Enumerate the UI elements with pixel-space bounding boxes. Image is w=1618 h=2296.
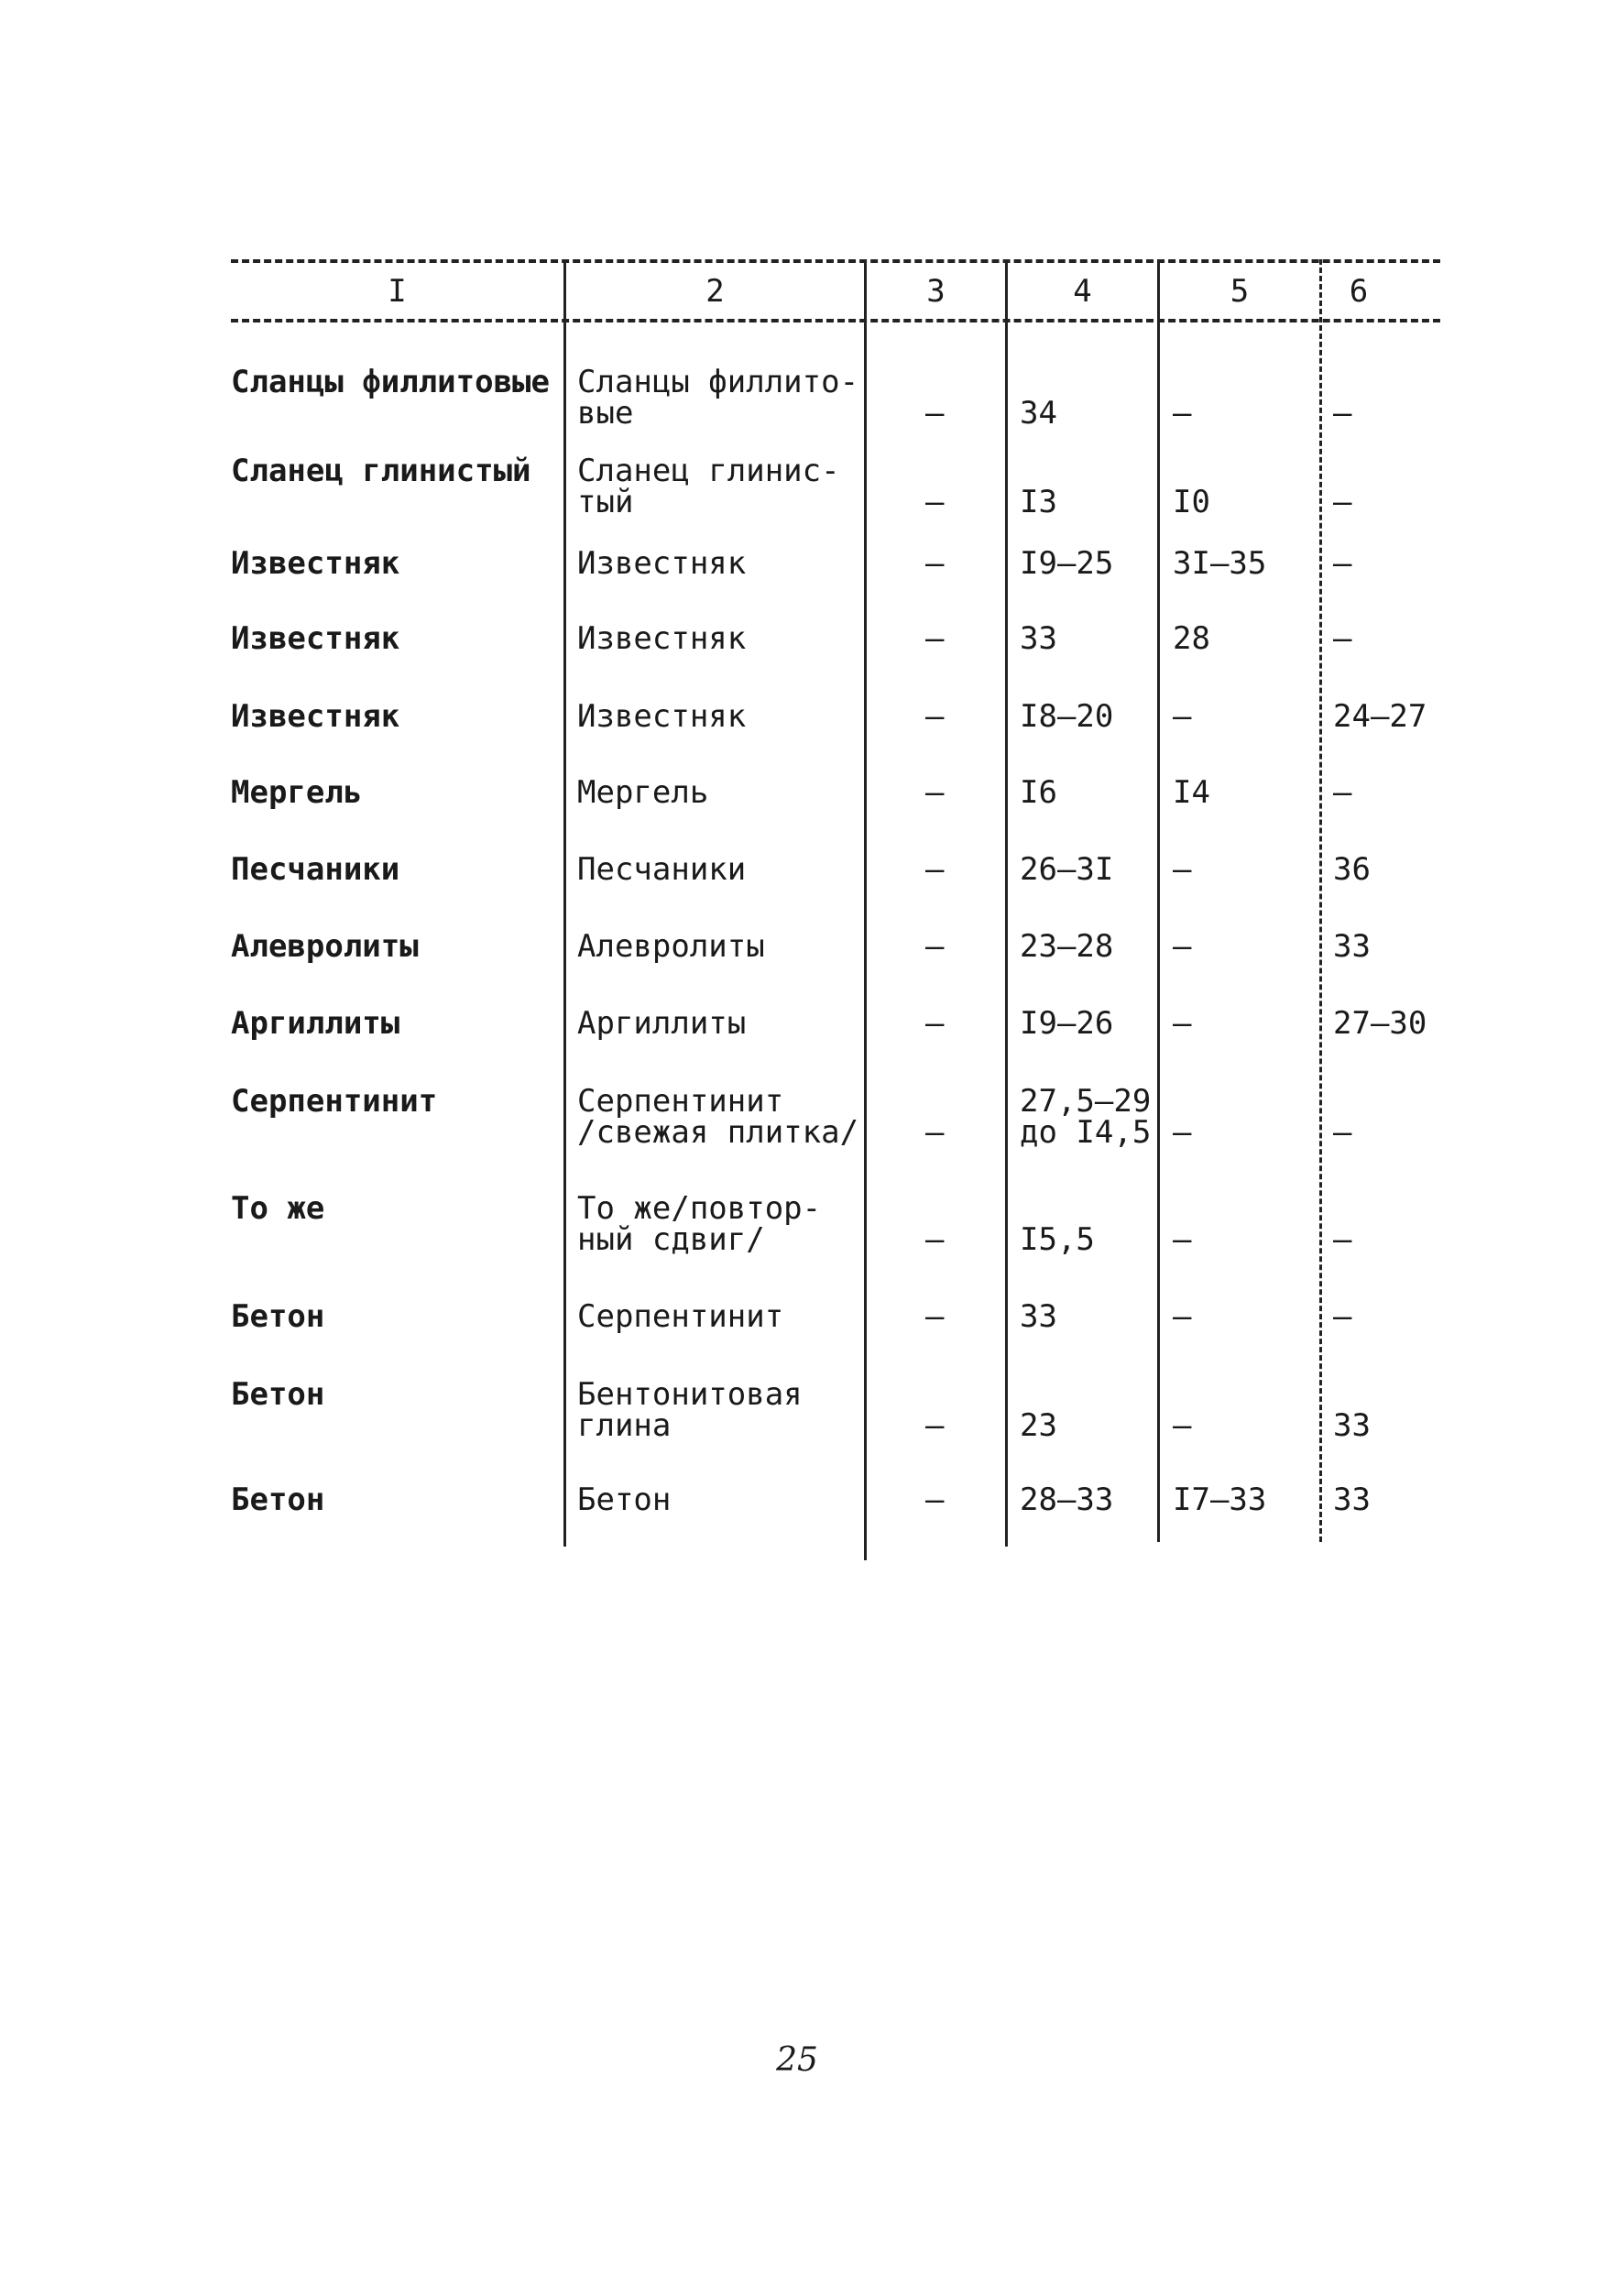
table-cell-c6: 24–27 bbox=[1333, 698, 1427, 735]
table-cell-c4: 33 bbox=[1020, 1298, 1057, 1335]
table-cell-c6: – bbox=[1333, 484, 1352, 520]
table-cell-c5: – bbox=[1173, 928, 1192, 965]
table-cell-c3: – bbox=[925, 851, 945, 888]
table-cell-c2: Сланец глинис- тый bbox=[577, 453, 840, 520]
header-col-2: 2 bbox=[705, 273, 725, 310]
table-cell-c2: Известняк bbox=[577, 698, 747, 735]
table-cell-c4: I9–25 bbox=[1020, 545, 1114, 582]
table-cell-c1: Алевролиты bbox=[231, 928, 419, 965]
table-cell-c6: – bbox=[1333, 1114, 1352, 1151]
table-cell-c2: Известняк bbox=[577, 545, 747, 582]
column-rule-3 bbox=[1005, 259, 1008, 1547]
header-col-6: 6 bbox=[1349, 273, 1369, 310]
table-cell-c1: Песчаники bbox=[231, 851, 400, 888]
table-cell-c4: 27,5–29 до I4,5 bbox=[1020, 1083, 1152, 1151]
table-cell-c2: Сланцы филлито- вые bbox=[577, 364, 859, 432]
table-cell-c6: – bbox=[1333, 620, 1352, 657]
table-cell-c5: – bbox=[1173, 1005, 1192, 1042]
table-cell-c2: Серпентинит /свежая плитка/ bbox=[577, 1083, 859, 1151]
table-cell-c3: – bbox=[925, 1407, 945, 1444]
table-cell-c4: I5,5 bbox=[1020, 1221, 1095, 1258]
table-cell-c1: Серпентинит bbox=[231, 1083, 438, 1120]
table-cell-c6: – bbox=[1333, 774, 1352, 811]
table-cell-c3: – bbox=[925, 620, 945, 657]
table-cell-c5: – bbox=[1173, 698, 1192, 735]
table-cell-c2: Бентонитовая глина bbox=[577, 1376, 803, 1444]
table-cell-c2: То же/повтор- ный сдвиг/ bbox=[577, 1190, 822, 1258]
table-cell-c3: – bbox=[925, 545, 945, 582]
table-cell-c2: Бетон bbox=[577, 1481, 672, 1518]
header-col-5: 5 bbox=[1230, 273, 1250, 310]
table-cell-c6: 33 bbox=[1333, 928, 1371, 965]
table-cell-c5: – bbox=[1173, 851, 1192, 888]
header-col-4: 4 bbox=[1073, 273, 1092, 310]
column-rule-4 bbox=[1157, 259, 1160, 1542]
table-cell-c5: – bbox=[1173, 1407, 1192, 1444]
table-cell-c1: Бетон bbox=[231, 1298, 325, 1335]
column-rule-2 bbox=[864, 259, 867, 1560]
table-cell-c6: – bbox=[1333, 1298, 1352, 1335]
table-cell-c1: Бетон bbox=[231, 1376, 325, 1413]
table-cell-c2: Серпентинит bbox=[577, 1298, 784, 1335]
table-cell-c5: – bbox=[1173, 1114, 1192, 1151]
page-number: 25 bbox=[776, 2041, 818, 2079]
table-cell-c6: – bbox=[1333, 545, 1352, 582]
table-cell-c4: 34 bbox=[1020, 395, 1057, 432]
table-cell-c3: – bbox=[925, 395, 945, 432]
table-cell-c5: I4 bbox=[1173, 774, 1210, 811]
table-cell-c5: 3I–35 bbox=[1173, 545, 1267, 582]
table-cell-c5: I7–33 bbox=[1173, 1481, 1267, 1518]
table-cell-c1: То же bbox=[231, 1190, 325, 1227]
column-rule-5 bbox=[1319, 259, 1322, 1542]
table-cell-c4: I9–26 bbox=[1020, 1005, 1114, 1042]
table-cell-c1: Известняк bbox=[231, 545, 400, 582]
table-cell-c1: Мергель bbox=[231, 774, 363, 811]
table-cell-c6: 27–30 bbox=[1333, 1005, 1427, 1042]
table-cell-c3: – bbox=[925, 484, 945, 520]
table-cell-c1: Аргиллиты bbox=[231, 1005, 400, 1042]
table-cell-c6: 33 bbox=[1333, 1481, 1371, 1518]
table-cell-c4: I3 bbox=[1020, 484, 1057, 520]
table-cell-c6: – bbox=[1333, 395, 1352, 432]
table-cell-c6: 36 bbox=[1333, 851, 1371, 888]
table-cell-c3: – bbox=[925, 698, 945, 735]
table-cell-c4: 23–28 bbox=[1020, 928, 1114, 965]
table-cell-c3: – bbox=[925, 1481, 945, 1518]
table-cell-c2: Аргиллиты bbox=[577, 1005, 747, 1042]
table-cell-c2: Известняк bbox=[577, 620, 747, 657]
table-cell-c1: Известняк bbox=[231, 620, 400, 657]
table-cell-c5: – bbox=[1173, 1221, 1192, 1258]
table-cell-c2: Алевролиты bbox=[577, 928, 765, 965]
table-cell-c3: – bbox=[925, 928, 945, 965]
table-cell-c4: 23 bbox=[1020, 1407, 1057, 1444]
table-cell-c5: – bbox=[1173, 395, 1192, 432]
table-cell-c3: – bbox=[925, 1221, 945, 1258]
table-cell-c4: I8–20 bbox=[1020, 698, 1114, 735]
table-cell-c3: – bbox=[925, 774, 945, 811]
table-cell-c1: Бетон bbox=[231, 1481, 325, 1518]
table-cell-c2: Мергель bbox=[577, 774, 709, 811]
table-cell-c5: – bbox=[1173, 1298, 1192, 1335]
table-cell-c3: – bbox=[925, 1114, 945, 1151]
table-cell-c5: I0 bbox=[1173, 484, 1210, 520]
table-cell-c4: 26–3I bbox=[1020, 851, 1114, 888]
column-rule-1 bbox=[563, 259, 566, 1547]
table-cell-c4: 33 bbox=[1020, 620, 1057, 657]
header-col-1: I bbox=[388, 273, 407, 310]
table-cell-c6: – bbox=[1333, 1221, 1352, 1258]
table-cell-c6: 33 bbox=[1333, 1407, 1371, 1444]
table-cell-c3: – bbox=[925, 1005, 945, 1042]
table-cell-c1: Известняк bbox=[231, 698, 400, 735]
header-col-3: 3 bbox=[926, 273, 946, 310]
header-bottom-rule bbox=[231, 319, 1440, 323]
table-cell-c1: Сланцы филлитовые bbox=[231, 364, 550, 400]
table-cell-c1: Сланец глинистый bbox=[231, 453, 531, 489]
table-cell-c5: 28 bbox=[1173, 620, 1210, 657]
table-cell-c4: I6 bbox=[1020, 774, 1057, 811]
table-cell-c2: Песчаники bbox=[577, 851, 747, 888]
header-top-rule bbox=[231, 259, 1440, 263]
table-cell-c3: – bbox=[925, 1298, 945, 1335]
table-cell-c4: 28–33 bbox=[1020, 1481, 1114, 1518]
